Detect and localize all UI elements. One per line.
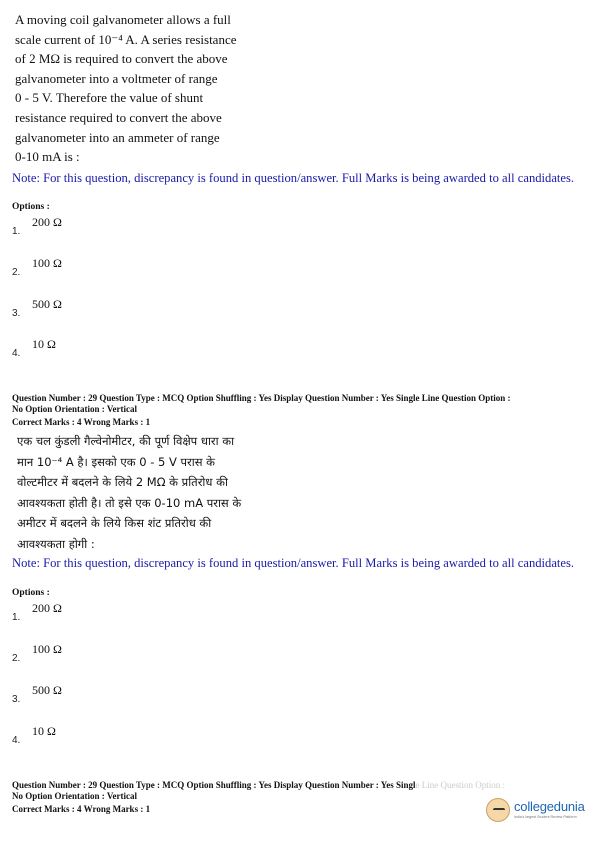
- question-29-meta: [12, 393, 587, 428]
- option-number: 3.: [12, 694, 21, 705]
- option-1: [12, 601, 132, 641]
- question-text-line: galvanometer into an ammeter of range: [15, 129, 220, 145]
- question-text-line: scale current of 10⁻⁴ A. A series resistance: [15, 31, 237, 47]
- meta-line: Question Number : 29 Question Type : MCQ Option Shuffling : Yes Display Question Number : Yes Single Line Question Option :: [12, 393, 511, 403]
- option-2: [12, 256, 132, 296]
- discrepancy-note: Note: For this question, discrepancy is found in question/answer. Full Marks is being awarded to all candidates.: [12, 171, 575, 185]
- option-value: 500 Ω: [32, 683, 62, 697]
- question-text-line: galvanometer into a voltmeter of range: [15, 70, 218, 86]
- marks-line: Correct Marks : 4 Wrong Marks : 1: [12, 417, 151, 427]
- question-text-line: resistance required to convert the above: [15, 109, 222, 125]
- option-number: 3.: [12, 308, 21, 319]
- question-text-line: 0-10 mA is :: [15, 149, 80, 165]
- question-text-line: एक चल कुंडली गैल्वेनोमीटर, की पूर्ण विक्षेप धारा का: [17, 434, 235, 448]
- meta-line: No Option Orientation : Vertical: [12, 790, 137, 801]
- option-value: 200 Ω: [32, 601, 62, 615]
- option-value: 100 Ω: [32, 256, 62, 270]
- question-text-line: मान 10⁻⁴ A है। इसको एक 0 - 5 V परास के: [17, 454, 215, 469]
- question-text-line: आवश्यकता होती है। तो इसे एक 0-10 mA परास के: [17, 495, 242, 510]
- option-number: 2.: [12, 267, 21, 278]
- option-value: 200 Ω: [32, 215, 62, 229]
- option-4: [12, 337, 132, 377]
- option-4: [12, 724, 132, 764]
- question-29-text: [17, 431, 257, 554]
- question-text-line: आवश्यकता होगी :: [17, 536, 95, 551]
- meta-line-main: Question Number : 29 Question Type : MCQ Option Shuffling : Yes Display Question Number : Yes Singl: [12, 780, 416, 790]
- marks-line: Correct Marks : 4 Wrong Marks : 1: [12, 804, 151, 814]
- question-text-line: अमीटर में बदलने के लिये किस शंट प्रतिरोध की: [17, 516, 212, 530]
- option-value: 100 Ω: [32, 642, 62, 656]
- question-text-line: वोल्टमीटर में बदलने के लिये 2 MΩ के प्रतिरोध की: [17, 475, 228, 489]
- option-1: [12, 215, 132, 255]
- collegedunia-logo: [486, 798, 591, 824]
- question-text-line: 0 - 5 V. Therefore the value of shunt: [15, 90, 204, 106]
- question-28-text: [15, 10, 260, 167]
- mascot-icon: [486, 798, 510, 822]
- logo-brand: collegedunia: [514, 799, 585, 814]
- meta-line: [12, 780, 587, 791]
- question-text-line: of 2 MΩ is required to convert the above: [15, 51, 228, 67]
- options-label: Options :: [12, 202, 50, 212]
- option-value: 10 Ω: [32, 337, 56, 351]
- question-text-line: A moving coil galvanometer allows a full: [15, 12, 231, 27]
- meta-line: No Option Orientation : Vertical: [12, 403, 137, 414]
- option-3: [12, 683, 132, 723]
- option-number: 2.: [12, 653, 21, 664]
- logo-tagline: India's largest Student Review Platform: [514, 815, 577, 819]
- option-3: [12, 297, 132, 337]
- option-number: 4.: [12, 735, 21, 746]
- option-number: 1.: [12, 226, 21, 237]
- discrepancy-note: Note: For this question, discrepancy is found in question/answer. Full Marks is being awarded to all candidates.: [12, 556, 575, 570]
- option-2: [12, 642, 132, 682]
- option-number: 1.: [12, 612, 21, 623]
- options-label: Options :: [12, 588, 50, 598]
- option-value: 500 Ω: [32, 297, 62, 311]
- option-number: 4.: [12, 348, 21, 359]
- meta-line-faint: e Line Question Option :: [415, 780, 505, 790]
- option-value: 10 Ω: [32, 724, 56, 738]
